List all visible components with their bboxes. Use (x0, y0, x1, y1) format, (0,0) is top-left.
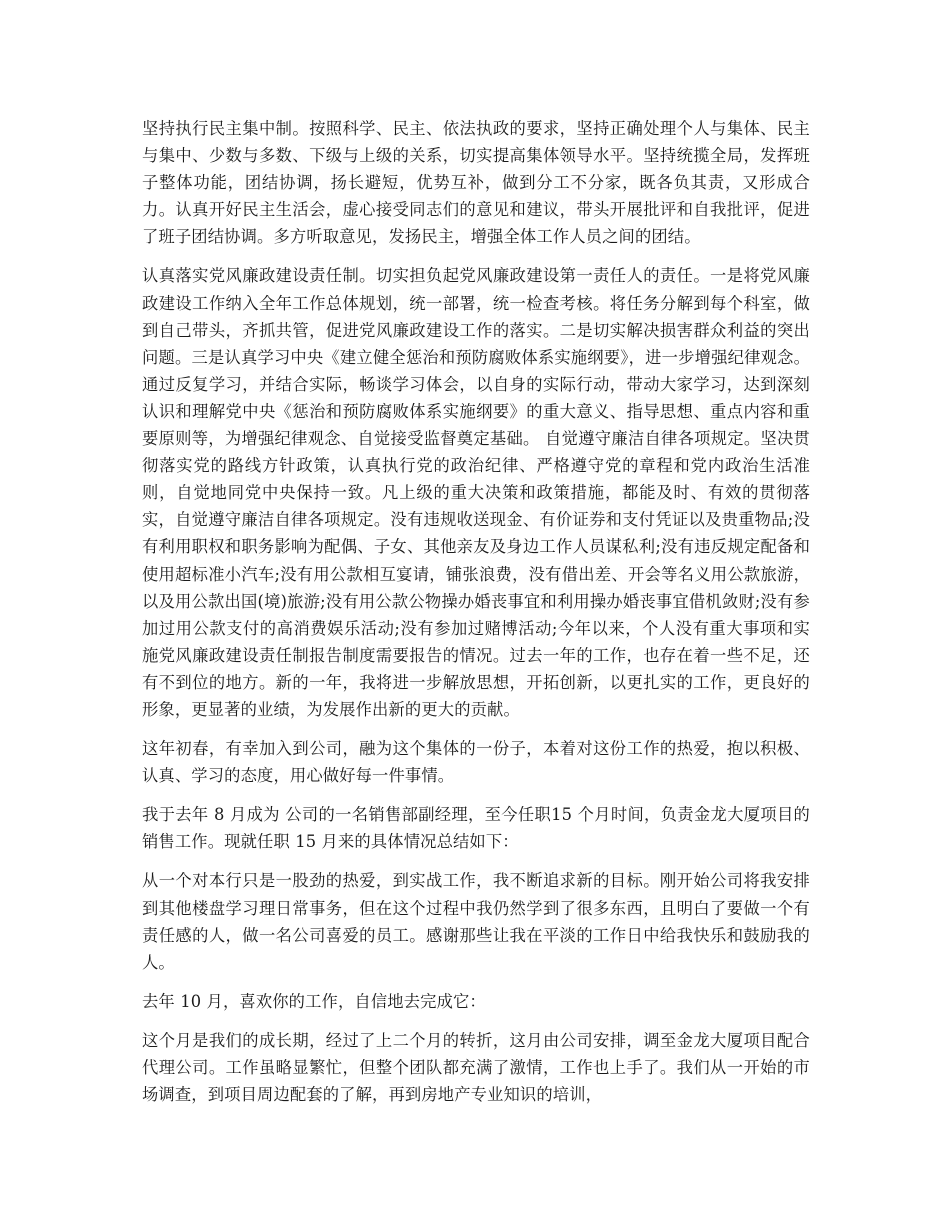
paragraph-october-heading: 去年 10 月，喜欢你的工作，自信地去完成它： (142, 991, 486, 1011)
paragraph-integrity-responsibility: 认真落实党风廉政建设责任制。切实担负起党风廉政建设第一责任人的责任。一是将党风廉政建设工作纳入全年工作总体规划，统一部署，统一检查考核。将任务分解到每个科室，做到自己带头，齐抓共管，促进党风廉政建设工作的落实。二是切实解决损害群众利益的突出问题。三是认真学习中央《建立健全惩治和预防腐败体系实施纲要》，进一步增强纪律观念。通过反复学习，并结合实际，畅谈学习体会，以自身的实际行动，带动大家学习，达到深刻认识和理解党中央《惩治和预防腐败体系实施纲要》的重大意义、指导思想、重点内容和重要原则等，为增强纪律观念、自觉接受监督奠定基础。 自觉遵守廉洁自律各项规定。坚决贯彻落实党的路线方针政策，认真执行党的政治纪律、严格遵守党的章程和党内政治生活准则，自觉地同党中央保持一致。凡上级的重大决策和政策措施，都能及时、有效的贯彻落实，自觉遵守廉洁自律各项规定。没有违规收送现金、有价证券和支付凭证以及贵重物品;没有利用职权和职务影响为配偶、子女、其他亲友及身边工作人员谋私利;没有违反规定配备和使用超标准小汽车;没有用公款相互宴请，铺张浪费，没有借出差、开会等名义用公款旅游，以及用公款出国(境)旅游;没有用公款公物操办婚丧事宜和利用操办婚丧事宜借机敛财;没有参加过用公款支付的高消费娱乐活动;没有参加过赌博活动;今年以来，个人没有重大事项和实施党风廉政建设责任制报告制度需要报告的情况。过去一年的工作，也存在着一些不足，还有不到位的地方。新的一年，我将进一步解放思想，开拓创新，以更扎实的工作，更良好的形象，更显著的业绩，为发展作出新的更大的贡献。 (142, 266, 810, 719)
paragraph-joining-company: 这年初春，有幸加入到公司，融为这个集体的一份子，本着对这份工作的热爱，抱以积极、认真、学习的态度，用心做好每一件事情。 (142, 739, 810, 786)
paragraph-pursuing-goals: 从一个对本行只是一股劲的热爱，到实战工作，我不断追求新的目标。刚开始公司将我安排到其他楼盘学习理日常事务，但在这个过程中我仍然学到了很多东西，且明白了要做一个有责任感的人，做一名公司喜爱的员工。感谢那些让我在平淡的工作日中给我快乐和鼓励我的人。 (142, 871, 810, 972)
paragraph-sales-manager-role: 我于去年 8 月成为 公司的一名销售部副经理，至今任职15 个月时间，负责金龙大厦项目的销售工作。现就任职 15 月来的具体情况总结如下： (142, 805, 810, 852)
paragraph-growth-period: 这个月是我们的成长期，经过了上二个月的转折，这月由公司安排，调至金龙大厦项目配合代理公司。工作虽略显繁忙，但整个团队都充满了激情，工作也上手了。我们从一开始的市场调查，到项目周边配套的了解，再到房地产专业知识的培训， (142, 1030, 810, 1105)
paragraph-democratic-centralism: 坚持执行民主集中制。按照科学、民主、依法执政的要求，坚持正确处理个人与集体、民主与集中、少数与多数、下级与上级的关系，切实提高集体领导水平。坚持统揽全局，发挥班子整体功能，团结协调，扬长避短，优势互补，做到分工不分家，既各负其责，又形成合力。认真开好民主生活会，虚心接受同志们的意见和建议，带头开展批评和自我批评，促进了班子团结协调。多方听取意见，发扬民主，增强全体工作人员之间的团结。 (142, 119, 810, 247)
document-body (142, 115, 810, 1120)
